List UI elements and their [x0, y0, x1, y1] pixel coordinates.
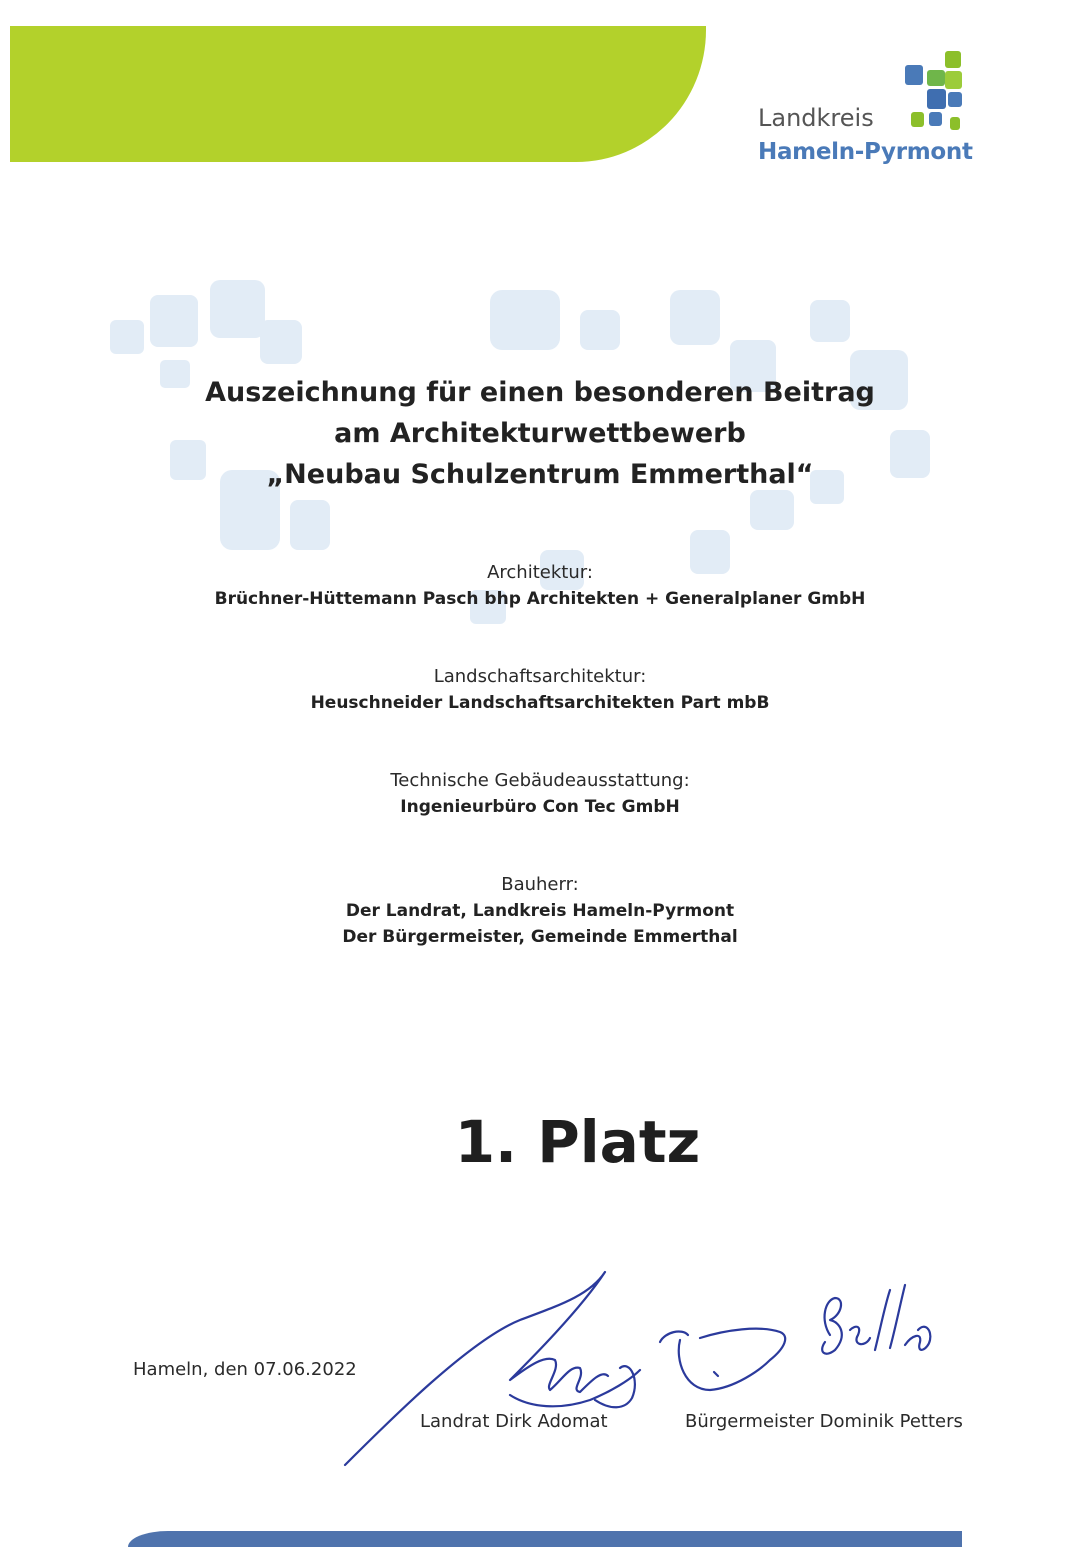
logo-line-1: Landkreis: [758, 104, 874, 132]
logo-squares-icon: [903, 50, 967, 134]
section-bauherr: [0, 872, 1080, 950]
section-landschaft: [0, 664, 1080, 716]
handwritten-signatures: [330, 1260, 950, 1470]
section-technik: [0, 768, 1080, 820]
landkreis-logo: [755, 50, 973, 170]
signer-right-label: Bürgermeister Dominik Petters: [685, 1411, 963, 1432]
technik-value: Ingenieurbüro Con Tec GmbH: [400, 797, 680, 817]
section-architektur: [0, 560, 1080, 612]
bauherr-label: Bauherr:: [501, 874, 579, 895]
title-line-1: Auszeichnung für einen besonderen Beitrag: [205, 377, 875, 408]
bauherr-value-1: Der Landrat, Landkreis Hameln-Pyrmont: [345, 901, 735, 921]
date-line: Hameln, den 07.06.2022: [133, 1359, 357, 1380]
technik-label: Technische Gebäudeausstattung:: [390, 770, 690, 791]
award-place: 1. Platz: [454, 1108, 701, 1176]
architektur-label: Architektur:: [487, 562, 593, 583]
signer-left-label: Landrat Dirk Adomat: [420, 1411, 608, 1432]
landschaft-label: Landschaftsarchitektur:: [433, 666, 647, 687]
bottom-bar: [128, 1531, 962, 1547]
logo-line-2: Hameln-Pyrmont: [758, 139, 973, 165]
landschaft-value: Heuschneider Landschaftsarchitekten Part mbB: [310, 693, 770, 713]
certificate-title: [0, 372, 1080, 495]
architektur-value: Brüchner-Hüttemann Pasch bhp Architekten + Generalplaner GmbH: [214, 589, 866, 609]
bauherr-value-2: Der Bürgermeister, Gemeinde Emmerthal: [342, 927, 738, 947]
green-banner: [10, 26, 706, 162]
title-line-2: am Architekturwettbewerb: [334, 418, 746, 449]
title-line-3: „Neubau Schulzentrum Emmerthal“: [266, 459, 814, 490]
